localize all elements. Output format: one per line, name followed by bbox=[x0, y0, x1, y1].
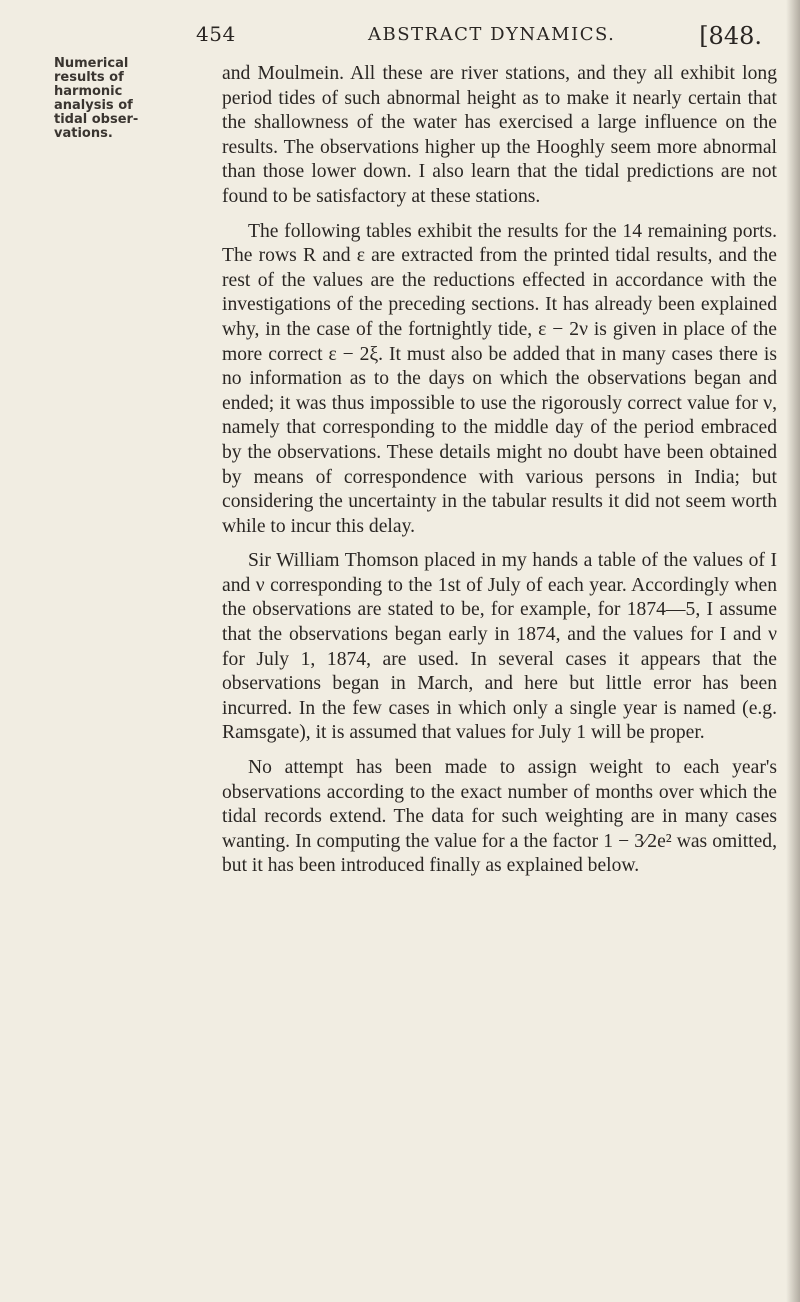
margin-sidenote bbox=[54, 57, 174, 141]
sidenote-line: tidal obser- bbox=[54, 112, 139, 127]
paragraph-thomson-table: Sir William Thomson placed in my hands a table of the values of I and ν corresponding to the 1st of July of each year. Accordingly when the observations are stated to be, for example, for 1874—5, I assume that the observations began early in 1874, and the values for I and ν for July 1, 1874, are used. In several cases it appears that the observations began in March, and here but little error has been incurred. In the few cases in which only a single year is named (e.g. Ramsgate), it is assumed that values for July 1 will be proper. bbox=[222, 550, 777, 744]
paragraph-tables-explanation: The following tables exhibit the results for the 14 remaining ports. The rows R and ε are extracted from the printed tidal results, and the rest of the values are the reductions effected in accordance with the investigations of the preceding sections. It has already been explained why, in the case of the fortnightly tide, ε − 2ν is given in place of the more correct ε − 2ξ. It must also be added that in many cases there is no information as to the days on which the observations began and ended; it was thus impossible to use the rigorously correct value for ν, namely that corresponding to the middle day of the period embraced by the observations. These details might no doubt have been obtained by means of correspondence with various persons in India; but considering the uncertainty in the tabular results it did not seem worth while to incur this delay. bbox=[222, 220, 777, 537]
page-edge-shadow bbox=[786, 0, 800, 1302]
sidenote-line: vations. bbox=[54, 126, 113, 141]
paragraph-continuation: and Moulmein. All these are river stations, and they all exhibit long period tides of such abnormal height as to make it nearly certain that the shallowness of the water has exercised a large influence on the results. The observations higher up the Hooghly seem more abnormal than those lower down. I also learn that the tidal predictions are not found to be satisfactory at these stations. bbox=[222, 63, 777, 207]
sidenote-line: harmonic bbox=[54, 84, 123, 99]
paragraph-weighting: No attempt has been made to assign weight to each year's observations according to the exact number of months over which the tidal records extend. The data for such weighting are in many cases wanting. In computing the value for a the factor 1 − 3⁄2e² was omitted, but it has been introduced finally as explained below. bbox=[222, 757, 777, 877]
body-text bbox=[222, 62, 777, 879]
sidenote-line: analysis of bbox=[54, 98, 133, 113]
sidenote-line: Numerical bbox=[54, 56, 129, 71]
page-header bbox=[196, 22, 776, 62]
sidenote-line: results of bbox=[54, 70, 124, 85]
running-head: ABSTRACT DYNAMICS. bbox=[368, 24, 616, 45]
page-number: 454 bbox=[196, 22, 236, 46]
section-number: [848. bbox=[699, 22, 762, 50]
